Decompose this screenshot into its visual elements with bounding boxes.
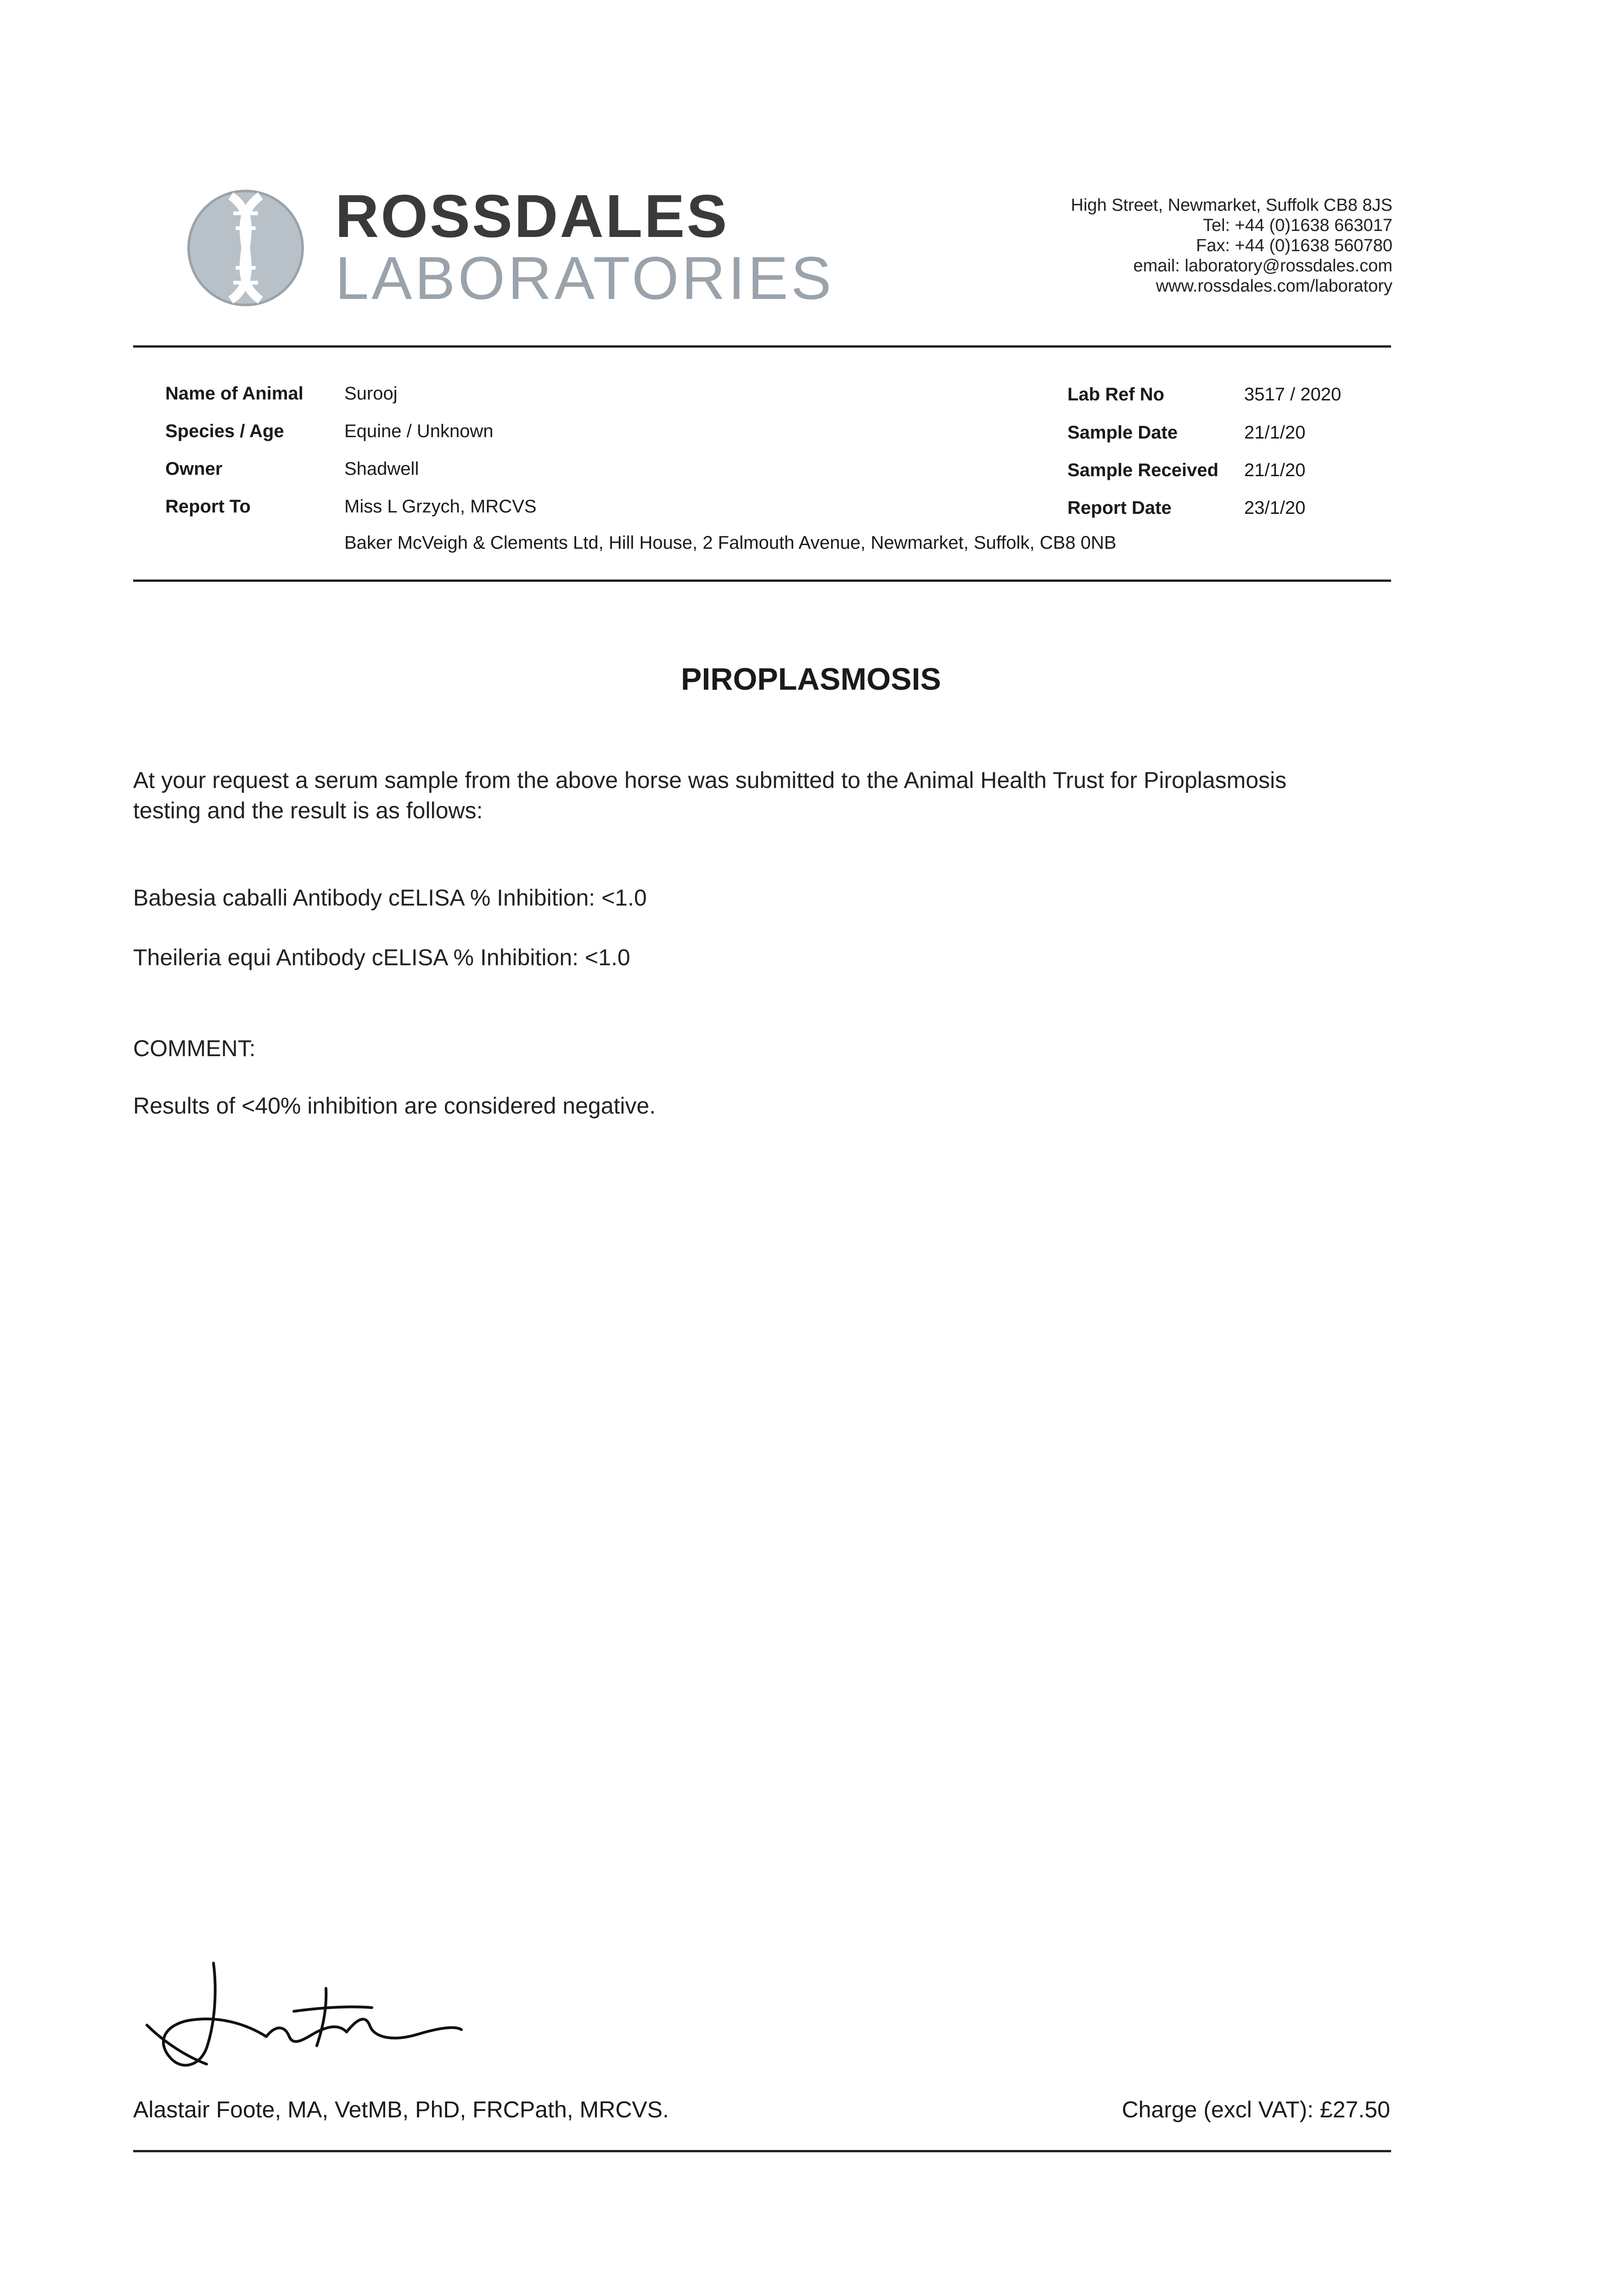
- sample-date-value: 21/1/20: [1244, 422, 1306, 443]
- species-age-value: Equine / Unknown: [344, 421, 494, 441]
- report-to-address: Baker McVeigh & Clements Ltd, Hill House, 2 Falmouth Avenue, Newmarket, Suffolk, CB8 0NB: [344, 533, 1117, 553]
- owner-label: Owner: [165, 459, 223, 479]
- intro-line-1: At your request a serum sample from the above horse was submitted to the Animal Health Trust for Piroplasmosis: [133, 767, 1287, 793]
- intro-line-2: testing and the result is as follows:: [133, 798, 483, 823]
- name-of-animal-value: Surooj: [344, 383, 398, 404]
- divider-top: [133, 345, 1391, 348]
- divider-bottom: [133, 2150, 1391, 2152]
- signatory-name: Alastair Foote, MA, VetMB, PhD, FRCPath, MRCVS.: [133, 2097, 669, 2122]
- contact-block: [1071, 195, 1392, 296]
- report-to-value: Miss L Grzych, MRCVS: [344, 496, 537, 517]
- charge-amount: Charge (excl VAT): £27.50: [1122, 2097, 1390, 2122]
- contact-fax: Fax: +44 (0)1638 560780: [1196, 236, 1392, 255]
- contact-website[interactable]: www.rossdales.com/laboratory: [1156, 276, 1392, 296]
- comment-label: COMMENT:: [133, 1035, 256, 1061]
- brand-name: ROSSDALES: [335, 182, 729, 250]
- contact-email[interactable]: email: laboratory@rossdales.com: [1133, 256, 1392, 276]
- lab-ref-value: 3517 / 2020: [1244, 384, 1341, 405]
- owner-value: Shadwell: [344, 459, 419, 479]
- contact-address: High Street, Newmarket, Suffolk CB8 8JS: [1071, 196, 1392, 215]
- contact-tel: Tel: +44 (0)1638 663017: [1202, 216, 1392, 235]
- report-title: PIROPLASMOSIS: [681, 662, 941, 697]
- sample-received-label: Sample Received: [1067, 460, 1219, 480]
- species-age-label: Species / Age: [165, 421, 284, 441]
- sample-received-value: 21/1/20: [1244, 460, 1306, 480]
- intro-text: [133, 765, 1286, 826]
- result-theileria: Theileria equi Antibody cELISA % Inhibition: <1.0: [133, 945, 630, 970]
- lab-ref-label: Lab Ref No: [1067, 384, 1165, 405]
- result-babesia: Babesia caballi Antibody cELISA % Inhibition: <1.0: [133, 885, 647, 911]
- comment-text: Results of <40% inhibition are considered negative.: [133, 1093, 656, 1119]
- sample-date-label: Sample Date: [1067, 422, 1178, 443]
- report-date-label: Report Date: [1067, 498, 1172, 518]
- name-of-animal-label: Name of Animal: [165, 383, 303, 404]
- divider-details: [133, 580, 1391, 582]
- report-to-label: Report To: [165, 496, 251, 517]
- signature: [138, 1956, 468, 2080]
- brand-subtitle: LABORATORIES: [335, 244, 834, 312]
- report-date-value: 23/1/20: [1244, 498, 1306, 518]
- dna-helix-icon: [184, 186, 308, 310]
